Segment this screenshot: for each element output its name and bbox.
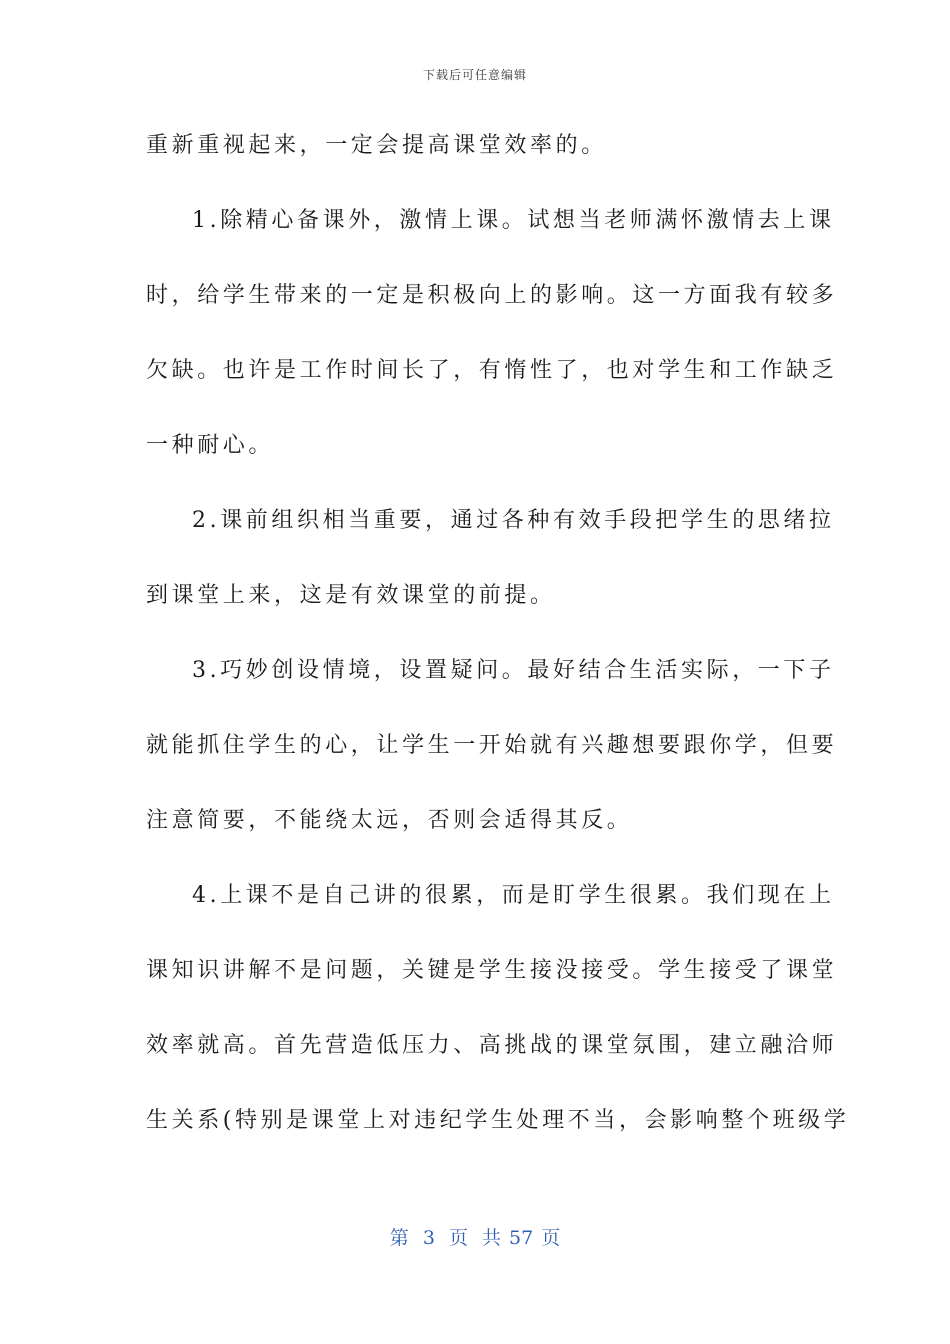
text-line: 生关系(特别是课堂上对违纪学生处理不当，会影响整个班级学 bbox=[146, 1108, 850, 1133]
page-header: 下载后可任意编辑 bbox=[422, 68, 527, 82]
text-line: 欠缺。也许是工作时间长了，有惰性了，也对学生和工作缺乏 bbox=[146, 358, 838, 383]
text-line: 时，给学生带来的一定是积极向上的影响。这一方面我有较多 bbox=[146, 283, 838, 308]
text-line: 课知识讲解不是问题，关键是学生接没接受。学生接受了课堂 bbox=[146, 958, 838, 983]
text-line: 到课堂上来，这是有效课堂的前提。 bbox=[146, 583, 556, 608]
text-line: 重新重视起来，一定会提高课堂效率的。 bbox=[146, 133, 607, 158]
text-line: 3.巧妙创设情境，设置疑问。最好结合生活实际，一下子 bbox=[192, 658, 835, 683]
text-line: 效率就高。首先营造低压力、高挑战的课堂氛围，建立融洽师 bbox=[146, 1033, 838, 1058]
footer-label-ye-2: 页 bbox=[541, 1227, 561, 1249]
text-line: 1.除精心备课外，激情上课。试想当老师满怀激情去上课 bbox=[192, 208, 835, 233]
text-line: 2.课前组织相当重要，通过各种有效手段把学生的思绪拉 bbox=[192, 508, 835, 533]
footer-label-ye: 页 bbox=[448, 1227, 468, 1249]
footer-label-di: 第 bbox=[389, 1227, 409, 1249]
current-page-number: 3 bbox=[422, 1227, 435, 1249]
text-line: 4.上课不是自己讲的很累，而是盯学生很累。我们现在上 bbox=[192, 883, 835, 908]
text-line: 一种耐心。 bbox=[146, 433, 275, 458]
total-page-count: 57 bbox=[509, 1227, 534, 1249]
text-line: 注意简要，不能绕太远，否则会适得其反。 bbox=[146, 808, 633, 833]
text-line: 就能抓住学生的心，让学生一开始就有兴趣想要跟你学，但要 bbox=[146, 733, 838, 758]
footer-label-gong: 共 bbox=[482, 1227, 502, 1249]
page-footer bbox=[0, 1226, 950, 1250]
document-body bbox=[146, 120, 850, 1170]
